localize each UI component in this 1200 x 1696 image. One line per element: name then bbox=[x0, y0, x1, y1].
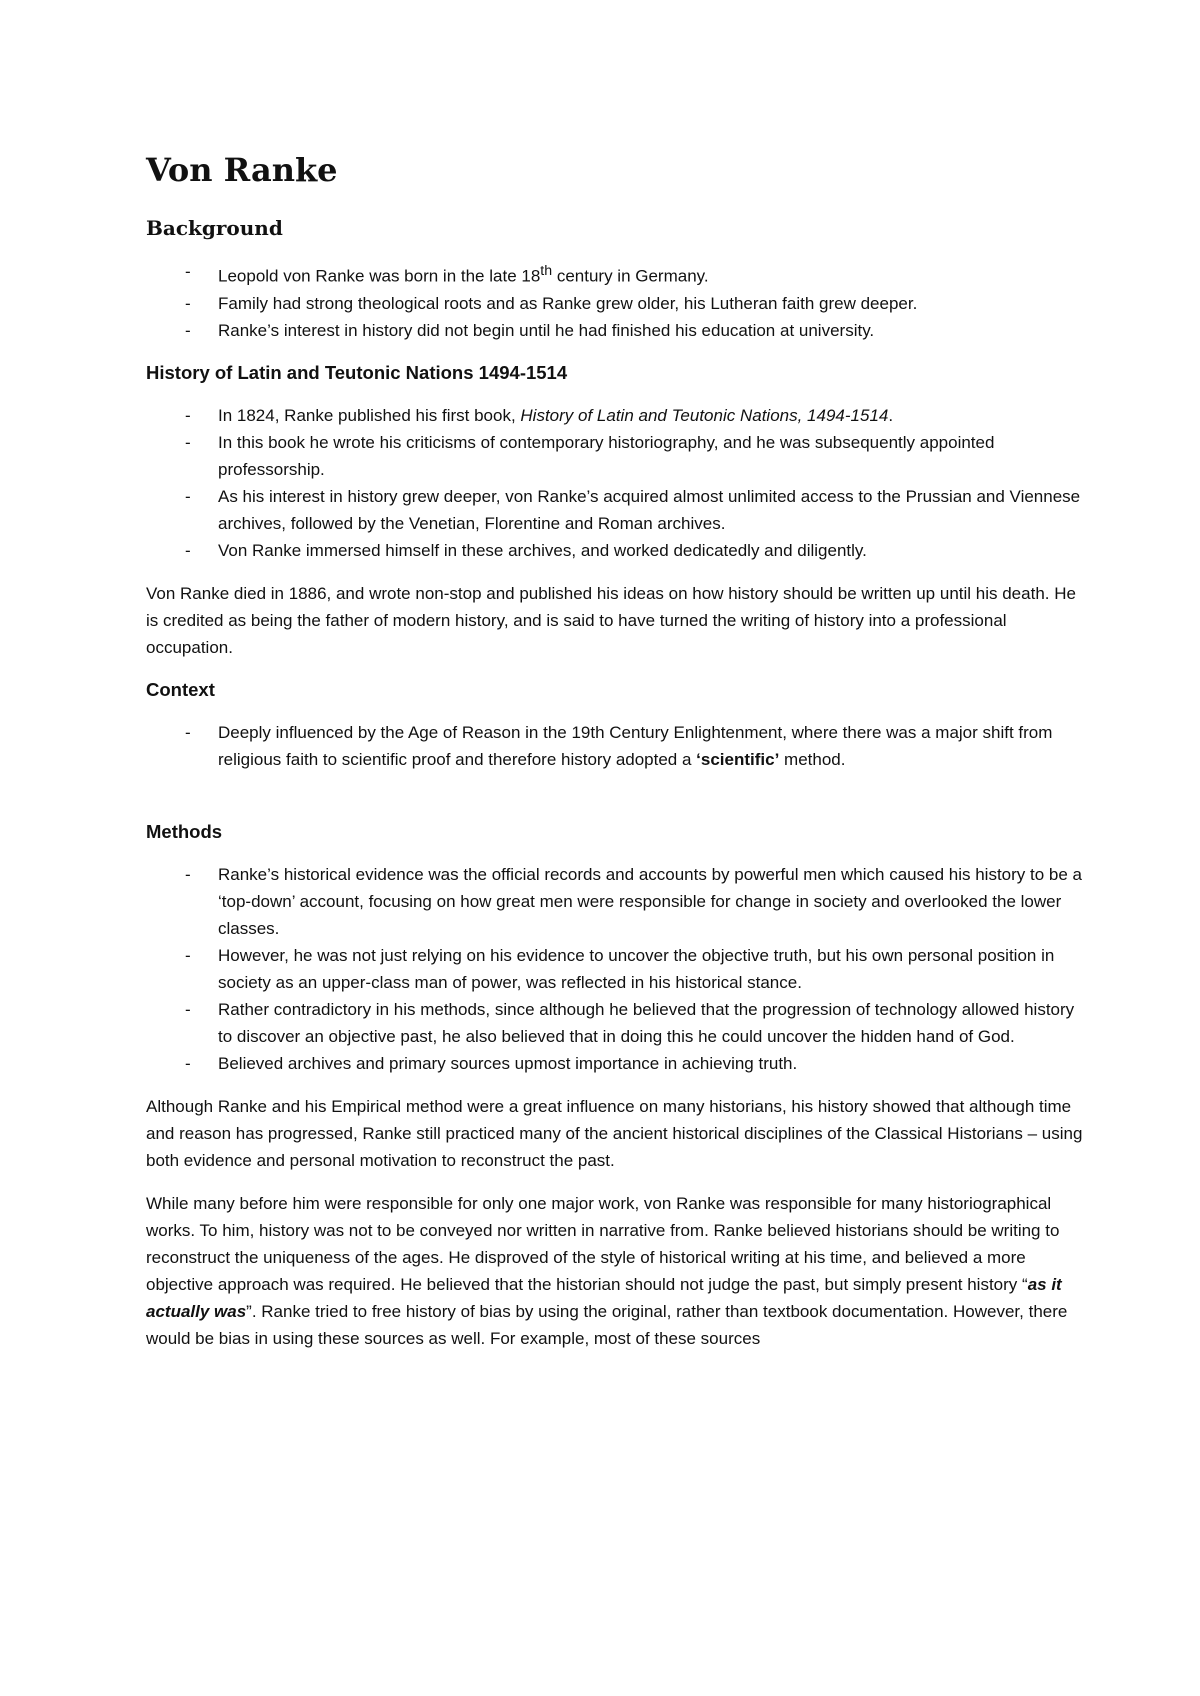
list-item: - As his interest in history grew deeper, von Ranke’s acquired almost unlimited access to the Prussian and Viennese archives, followed by the Venetian, Florentine and Roman archives. bbox=[146, 483, 1086, 537]
page-title: Von Ranke bbox=[146, 151, 338, 189]
methods-list bbox=[146, 861, 1086, 1077]
heading-context: Context bbox=[146, 678, 215, 700]
list-item: - Von Ranke immersed himself in these archives, and worked dedicatedly and diligently. bbox=[146, 537, 1086, 564]
list-item: - Believed archives and primary sources upmost importance in achieving truth. bbox=[146, 1050, 1086, 1077]
list-item: - In this book he wrote his criticisms of contemporary historiography, and he was subsequently appointed professorship. bbox=[146, 429, 1086, 483]
paragraph-death: Von Ranke died in 1886, and wrote non-stop and published his ideas on how history should be written up until his death. He is credited as being the father of modern history, and is said to have turned the writing of history into a professional occupation. bbox=[146, 583, 1076, 657]
paragraph-influence: Although Ranke and his Empirical method were a great influence on many historians, his history showed that although time and reason has progressed, Ranke still practiced many of the ancient historical disciplines of the Classical Historians – using both evidence and personal motivation to reconstruct the past. bbox=[146, 1096, 1083, 1170]
spacer bbox=[146, 789, 1086, 819]
paragraph-works: While many before him were responsible for only one major work, von Ranke was responsible for many historiographical works. To him, history was not to be conveyed nor written in narrative from. Ranke believed historians should be writing to reconstruct the uniqueness of the ages. He disproved of the style of historical writing at his time, and believed a more objective approach was required. He believed that the historian should not judge the past, but simply present history “as it actually was”. Ranke tried to free history of bias by using the original, rather than textbook documentation. However, there would be bias in using these sources as well. For example, most of these sources bbox=[146, 1193, 1068, 1348]
list-item: - Leopold von Ranke was born in the late 18th century in Germany. bbox=[146, 258, 1086, 290]
scientific-emphasis: ‘scientific’ bbox=[696, 749, 780, 769]
list-item: - Deeply influenced by the Age of Reason in the 19th Century Enlightenment, where there was a major shift from religious faith to scientific proof and therefore history adopted a ‘scientific’ method. bbox=[146, 719, 1086, 773]
heading-methods: Methods bbox=[146, 820, 223, 842]
list-item: - Ranke’s historical evidence was the official records and accounts by powerful men which caused his history to be a ‘top-down’ account, focusing on how great men were responsible for change in society and overlooked the lower classes. bbox=[146, 861, 1086, 942]
heading-background: Background bbox=[146, 216, 283, 240]
context-list bbox=[146, 719, 1086, 773]
superscript: th bbox=[540, 263, 553, 279]
background-list bbox=[146, 258, 1086, 344]
heading-latin-teutonic: History of Latin and Teutonic Nations 1494-1514 bbox=[146, 361, 568, 383]
list-item: - Family had strong theological roots and as Ranke grew older, his Lutheran faith grew deeper. bbox=[146, 290, 1086, 317]
book-title: History of Latin and Teutonic Nations, 1494-1514 bbox=[520, 405, 889, 425]
list-item: - Rather contradictory in his methods, since although he believed that the progression of technology allowed history to discover an objective past, he also believed that in doing this he could uncover the hidden hand of God. bbox=[146, 996, 1086, 1050]
document-page bbox=[146, 140, 1086, 1368]
list-item: - Ranke’s interest in history did not begin until he had finished his education at university. bbox=[146, 317, 1086, 344]
list-item: - In 1824, Ranke published his first book, History of Latin and Teutonic Nations, 1494-1514. bbox=[146, 402, 1086, 429]
list-item: - However, he was not just relying on his evidence to uncover the objective truth, but his own personal position in society as an upper-class man of power, was reflected in his historical stance. bbox=[146, 942, 1086, 996]
quote-emphasis: as it actually was bbox=[146, 1274, 1062, 1321]
latin-list bbox=[146, 402, 1086, 564]
